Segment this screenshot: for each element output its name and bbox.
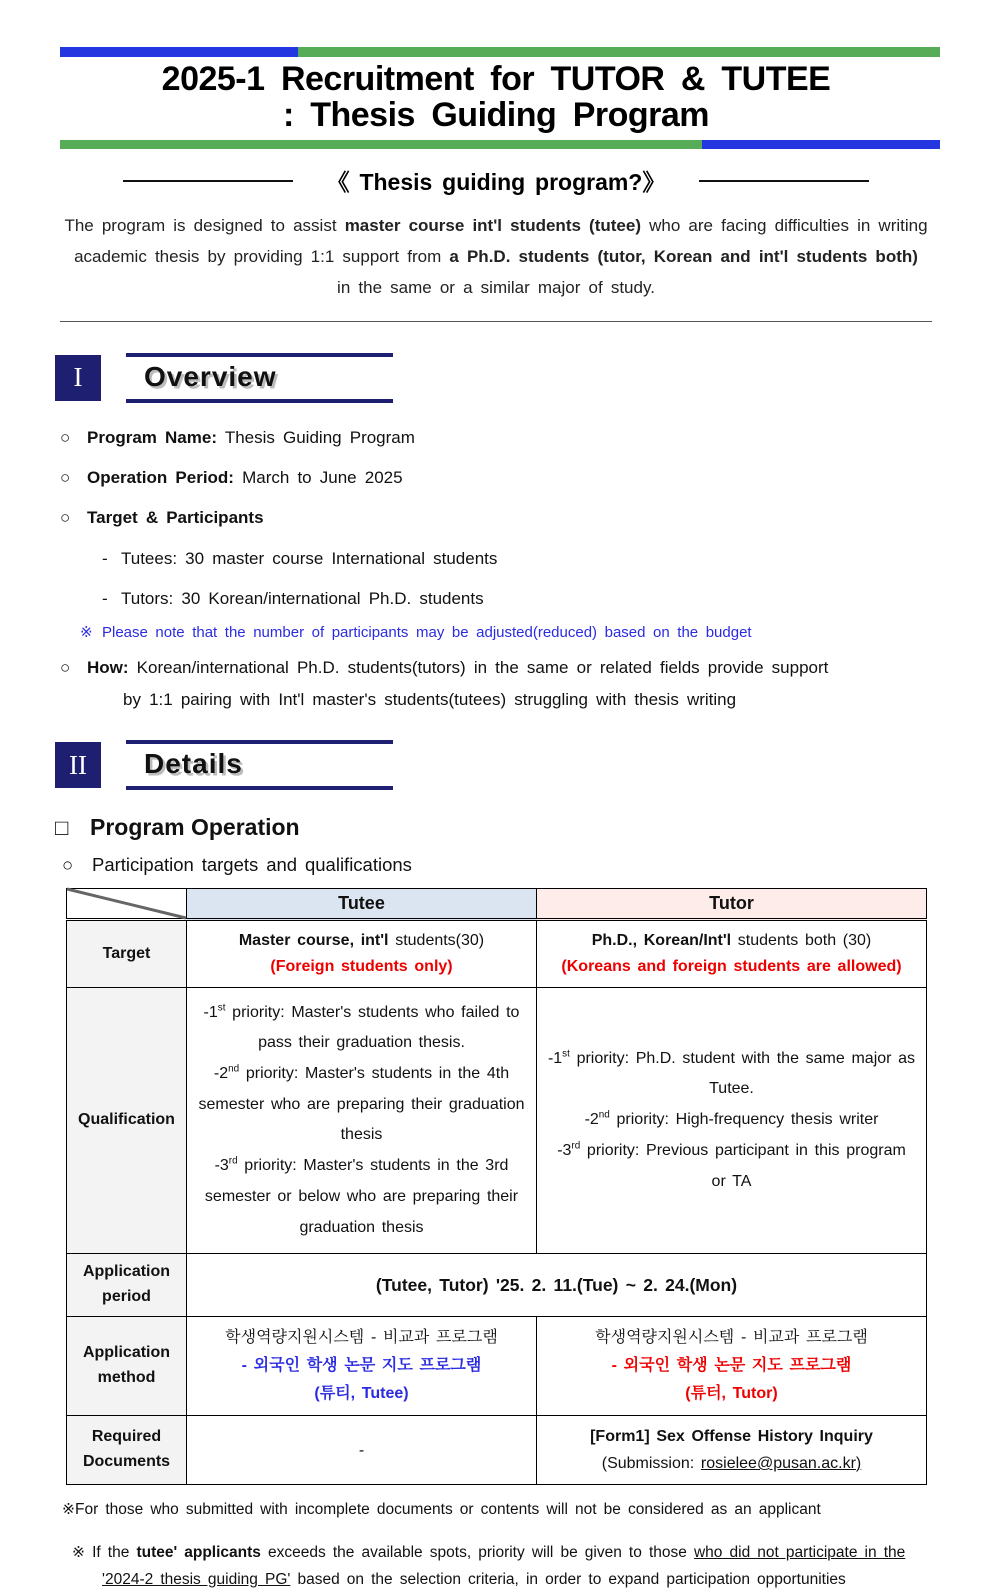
row-target-label: Target <box>67 920 187 987</box>
cell-required-documents-tutor: [Form1] Sex Offense History Inquiry (Submission: rosielee@pusan.ac.kr) <box>537 1415 927 1484</box>
diagonal-line-icon <box>67 889 186 918</box>
subtitle-row <box>0 164 992 197</box>
section-title-box <box>126 740 393 790</box>
bullet-target-participants: ○ Target & Participants <box>60 508 264 528</box>
bullet-tutors: - Tutors: 30 Korean/international Ph.D. students <box>102 588 484 608</box>
section-numeral-box: I <box>55 355 101 401</box>
table-corner-cell <box>67 889 187 920</box>
subtitle: 《 Thesis guiding program?》 <box>326 169 666 196</box>
section-overview-header <box>55 353 992 403</box>
table-row-qualification <box>67 987 927 1254</box>
dash-bullet-icon: - <box>102 548 108 568</box>
blue-bar-segment <box>60 47 298 57</box>
note-participants-adjustment: ※ Please note that the number of participants may be adjusted(reduced) based on the budget <box>80 624 752 642</box>
green-bar-segment <box>60 140 702 149</box>
green-bar-segment <box>298 47 940 57</box>
section-numeral-box: II <box>55 742 101 788</box>
row-required-documents-label: Required Documents <box>67 1415 187 1484</box>
participation-bullet <box>62 854 992 876</box>
bullet-how: ○ How: Korean/international Ph.D. students(tutors) in the same or related fields provide support by 1:1 pairing with Int'l master's students(tutees) struggling with thesis writing <box>60 657 829 710</box>
table-row-target <box>67 920 927 987</box>
participation-label: Participation targets and qualifications <box>92 854 412 876</box>
square-bullet-icon: □ <box>55 814 69 840</box>
title-line-1: 2025-1 Recruitment for TUTOR & TUTEE <box>161 60 831 98</box>
bullet-tutees: - Tutees: 30 master course International students <box>102 548 498 568</box>
footnote-incomplete-documents: ※For those who submitted with incomplete documents or contents will not be considered as an applicant <box>62 1501 821 1519</box>
bullet-program-name: ○ Program Name: Thesis Guiding Program <box>60 427 415 447</box>
top-color-bar <box>60 47 940 57</box>
bullet-operation-period: ○ Operation Period: March to June 2025 <box>60 468 403 488</box>
program-operation-heading <box>55 814 992 841</box>
page-title <box>0 61 992 133</box>
section-details-header <box>55 740 992 790</box>
table-header-row <box>67 889 927 920</box>
table-row-application-period <box>67 1254 927 1317</box>
program-operation-label: Program Operation <box>90 814 300 841</box>
circle-bullet-icon: ○ <box>60 468 71 488</box>
footnote-priority: ※ If the tutee' applicants exceeds the available spots, priority will be given to those who did not participate in the '2024-2 thesis guiding PG' based on the selection criteria, in order to expand participation opportunities <box>72 1543 906 1588</box>
dash-bullet-icon: - <box>102 588 108 608</box>
cell-application-method-tutee: 학생역량지원시스템 - 비교과 프로그램 - 외국인 학생 논문 지도 프로그램 (튜티, Tutee) <box>187 1316 537 1415</box>
section-title: Details <box>144 748 243 780</box>
qualification-table <box>66 888 927 1485</box>
blue-bar-segment <box>702 140 940 149</box>
row-qualification-label: Qualification <box>67 987 187 1254</box>
divider-rule <box>60 321 932 322</box>
column-header-tutor: Tutor <box>537 889 927 920</box>
cell-application-period: (Tutee, Tutor) '25. 2. 11.(Tue) ~ 2. 24.(Mon) <box>187 1254 927 1317</box>
column-header-tutee: Tutee <box>187 889 537 920</box>
email-link[interactable]: rosielee@pusan.ac.kr <box>700 1455 856 1473</box>
section-title-box <box>126 353 393 403</box>
overview-bullet-list <box>60 427 934 711</box>
row-application-period-label: Application period <box>67 1254 187 1317</box>
cell-qualification-tutee: -1st priority: Master's students who failed to pass their graduation thesis. -2nd priority: Master's students in the 4th semester who are preparing their graduation thesis -3rd priority: Master's students in the 3rd semester or below who are preparing their graduation thesis <box>187 987 537 1254</box>
reference-mark-icon: ※ <box>80 624 93 642</box>
title-line-2: : Thesis Guiding Program <box>282 96 710 135</box>
intro-paragraph: The program is designed to assist master course int'l students (tutee) who are facing difficulties in writing academic thesis by providing 1:1 support from a Ph.D. students (tutor, Korean and int'l students both) in the same or a similar major of study. <box>64 216 928 297</box>
circle-bullet-icon: ○ <box>62 854 74 876</box>
row-application-method-label: Application method <box>67 1316 187 1415</box>
cell-target-tutee: Master course, int'l students(30) (Foreign students only) <box>187 920 537 987</box>
circle-bullet-icon: ○ <box>60 508 71 528</box>
title-underline-color-bar <box>60 140 940 149</box>
cell-required-documents-tutee: - <box>187 1415 537 1484</box>
cell-application-method-tutor: 학생역량지원시스템 - 비교과 프로그램 - 외국인 학생 논문 지도 프로그램 (튜터, Tutor) <box>537 1316 927 1415</box>
circle-bullet-icon: ○ <box>60 427 71 447</box>
table-row-application-method <box>67 1316 927 1415</box>
subtitle-left-line <box>123 180 293 182</box>
section-title: Overview <box>144 360 277 392</box>
cell-target-tutor: Ph.D., Korean/Int'l students both (30) (Koreans and foreign students are allowed) <box>537 920 927 987</box>
document-page <box>0 47 992 1588</box>
table-row-required-documents <box>67 1415 927 1484</box>
circle-bullet-icon: ○ <box>60 657 71 677</box>
cell-qualification-tutor: -1st priority: Ph.D. student with the same major as Tutee. -2nd priority: High-frequency thesis writer -3rd priority: Previous participant in this program or TA <box>537 987 927 1254</box>
subtitle-right-line <box>699 180 869 182</box>
